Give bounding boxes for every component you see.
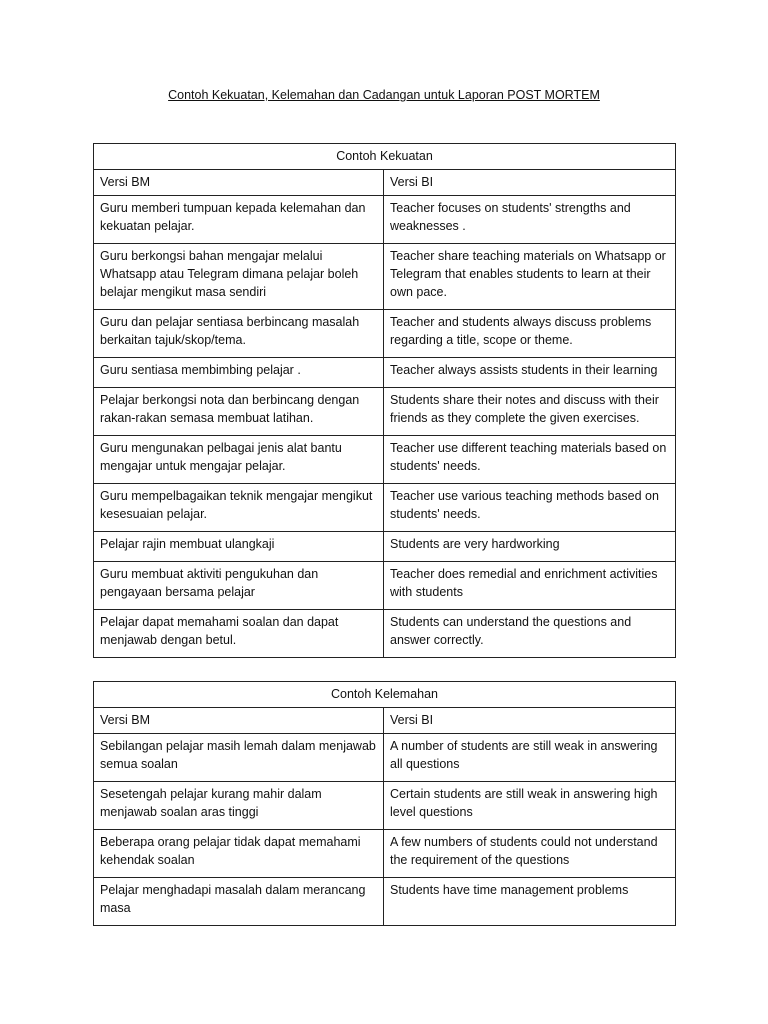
table-row bbox=[94, 358, 676, 388]
cell-versi-bi: Teacher share teaching materials on Whatsapp or Telegram that enables students to learn at their own pace. bbox=[384, 244, 676, 310]
table-caption-row bbox=[94, 682, 676, 708]
cell-versi-bm: Beberapa orang pelajar tidak dapat memahami kehendak soalan bbox=[94, 830, 384, 878]
table-row bbox=[94, 562, 676, 610]
table-header-row bbox=[94, 170, 676, 196]
cell-versi-bm: Sesetengah pelajar kurang mahir dalam menjawab soalan aras tinggi bbox=[94, 782, 384, 830]
cell-versi-bm: Pelajar rajin membuat ulangkaji bbox=[94, 532, 384, 562]
cell-versi-bi: A few numbers of students could not understand the requirement of the questions bbox=[384, 830, 676, 878]
table-row bbox=[94, 388, 676, 436]
cell-versi-bi: Teacher and students always discuss problems regarding a title, scope or theme. bbox=[384, 310, 676, 358]
table-row bbox=[94, 782, 676, 830]
cell-versi-bi: Teacher always assists students in their learning bbox=[384, 358, 676, 388]
table-row bbox=[94, 734, 676, 782]
cell-versi-bi: Teacher does remedial and enrichment activities with students bbox=[384, 562, 676, 610]
cell-versi-bm: Pelajar berkongsi nota dan berbincang dengan rakan-rakan semasa membuat latihan. bbox=[94, 388, 384, 436]
table-row bbox=[94, 484, 676, 532]
column-header-bm: Versi BM bbox=[94, 170, 384, 196]
cell-versi-bm: Pelajar menghadapi masalah dalam merancang masa bbox=[94, 878, 384, 926]
strengths-table bbox=[93, 143, 676, 658]
cell-versi-bm: Sebilangan pelajar masih lemah dalam menjawab semua soalan bbox=[94, 734, 384, 782]
cell-versi-bi: Certain students are still weak in answering high level questions bbox=[384, 782, 676, 830]
document-title: Contoh Kekuatan, Kelemahan dan Cadangan untuk Laporan POST MORTEM bbox=[168, 88, 600, 102]
cell-versi-bm: Guru mengunakan pelbagai jenis alat bantu mengajar untuk mengajar pelajar. bbox=[94, 436, 384, 484]
table-row bbox=[94, 436, 676, 484]
cell-versi-bi: Students are very hardworking bbox=[384, 532, 676, 562]
table-row bbox=[94, 830, 676, 878]
weaknesses-table bbox=[93, 681, 676, 926]
cell-versi-bi: Teacher use various teaching methods based on students' needs. bbox=[384, 484, 676, 532]
table-row bbox=[94, 244, 676, 310]
table-row bbox=[94, 310, 676, 358]
cell-versi-bm: Guru dan pelajar sentiasa berbincang masalah berkaitan tajuk/skop/tema. bbox=[94, 310, 384, 358]
cell-versi-bm: Guru membuat aktiviti pengukuhan dan pengayaan bersama pelajar bbox=[94, 562, 384, 610]
table-row bbox=[94, 610, 676, 658]
table-row bbox=[94, 196, 676, 244]
cell-versi-bi: Students can understand the questions and answer correctly. bbox=[384, 610, 676, 658]
cell-versi-bi: Students have time management problems bbox=[384, 878, 676, 926]
table-caption: Contoh Kelemahan bbox=[94, 682, 676, 708]
column-header-bm: Versi BM bbox=[94, 708, 384, 734]
cell-versi-bi: A number of students are still weak in answering all questions bbox=[384, 734, 676, 782]
table-header-row bbox=[94, 708, 676, 734]
column-header-bi: Versi BI bbox=[384, 708, 676, 734]
cell-versi-bm: Guru mempelbagaikan teknik mengajar mengikut kesesuaian pelajar. bbox=[94, 484, 384, 532]
table-caption: Contoh Kekuatan bbox=[94, 144, 676, 170]
cell-versi-bm: Pelajar dapat memahami soalan dan dapat menjawab dengan betul. bbox=[94, 610, 384, 658]
table-row bbox=[94, 532, 676, 562]
cell-versi-bm: Guru memberi tumpuan kepada kelemahan dan kekuatan pelajar. bbox=[94, 196, 384, 244]
column-header-bi: Versi BI bbox=[384, 170, 676, 196]
cell-versi-bi: Teacher focuses on students' strengths and weaknesses . bbox=[384, 196, 676, 244]
table-row bbox=[94, 878, 676, 926]
cell-versi-bi: Teacher use different teaching materials based on students' needs. bbox=[384, 436, 676, 484]
cell-versi-bm: Guru sentiasa membimbing pelajar . bbox=[94, 358, 384, 388]
cell-versi-bi: Students share their notes and discuss with their friends as they complete the given exercises. bbox=[384, 388, 676, 436]
cell-versi-bm: Guru berkongsi bahan mengajar melalui Whatsapp atau Telegram dimana pelajar boleh belajar mengikut masa sendiri bbox=[94, 244, 384, 310]
table-caption-row bbox=[94, 144, 676, 170]
